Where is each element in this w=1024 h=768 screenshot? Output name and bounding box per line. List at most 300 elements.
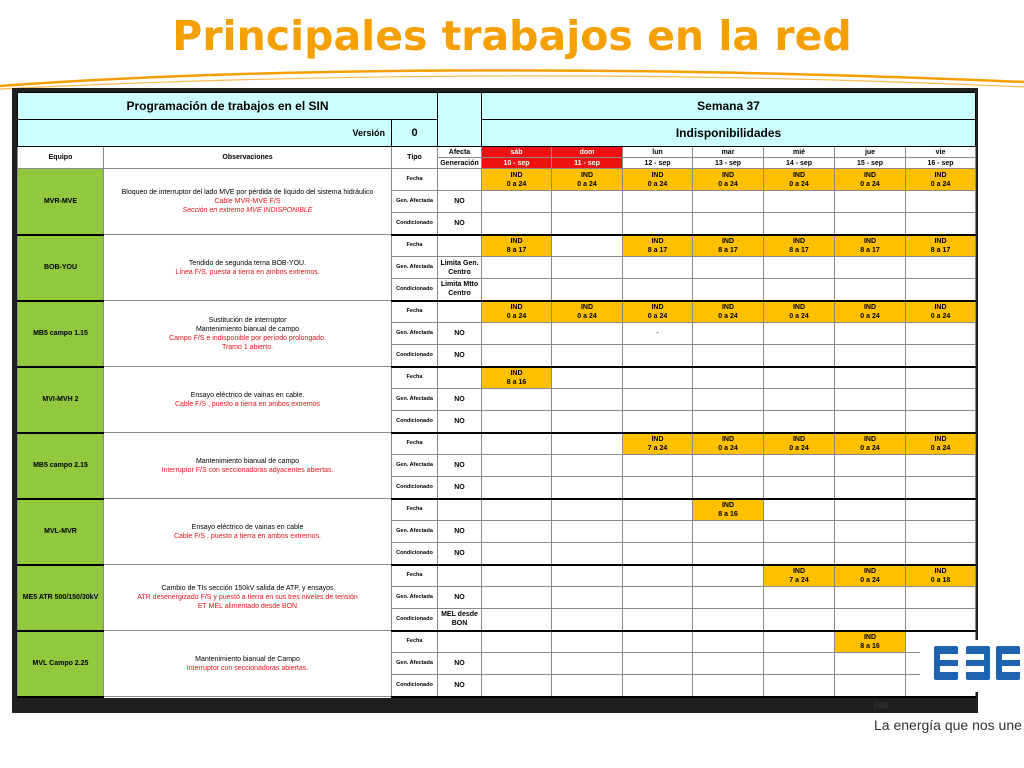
empty-day-cell [552,367,623,389]
observacion-line: Interruptor F/S con seccionadoras adyacentes abiertas. [161,466,334,474]
empty-day-cell [835,675,906,697]
ind-code: IND [863,171,877,179]
tipo-cell: Gen. Afectada [392,323,438,345]
ind-code: IND [792,303,806,311]
observacion-line: Interruptor con seccionadoras abiertas. [186,664,309,672]
page-title: Principales trabajos en la red [172,12,852,60]
empty-day-cell [693,367,764,389]
ind-code: IND [934,567,947,575]
afecta-cell: NO [438,521,482,543]
observaciones-cell [104,499,392,565]
afecta-cell: NO [438,323,482,345]
ind-code: IND [721,435,735,443]
indisponibilidad-cell [552,169,623,191]
logo-wordmark: isa [874,700,888,711]
indisponibilidad-cell [835,631,906,653]
indisponibilidad-cell [482,367,552,389]
empty-day-cell [482,433,552,455]
ind-hours: 0 a 24 [577,312,597,320]
tipo-cell: Condicionado [392,345,438,367]
empty-day-cell [693,279,764,301]
ind-code: IND [651,237,664,245]
empty-day-cell [482,455,552,477]
title-underline-swoosh [0,60,1024,90]
ind-code: IND [792,567,806,575]
empty-day-cell [764,609,835,631]
empty-day-cell [906,213,976,235]
empty-day-cell [835,609,906,631]
empty-day-cell [623,675,693,697]
ind-code: IND [934,171,947,179]
indisponibilidad-cell [764,565,835,587]
empty-day-cell [623,279,693,301]
day-date: 12 - sep [623,158,693,169]
ind-code: IND [651,435,664,443]
indisponibilidad-cell [623,433,693,455]
empty-day-cell [552,323,623,345]
header-row-version [18,120,976,147]
indisponibilidad-cell [906,433,976,455]
day-name: jue [835,147,906,158]
observaciones-cell [104,235,392,301]
empty-day-cell [835,323,906,345]
ind-code: IND [721,501,735,509]
empty-day-cell [906,257,976,279]
ind-hours: 8 a 17 [789,246,809,254]
table-row [18,367,976,389]
col-header-tipo: Tipo [392,147,438,169]
col-header-afecta: Afecta [438,147,482,158]
empty-day-cell [552,213,623,235]
afecta-cell [438,235,482,257]
ind-code: IND [863,567,877,575]
afecta-cell: NO [438,477,482,499]
observacion-line: Cable F/S , puesto a tierra en ambos extremos. [173,532,322,540]
empty-day-cell [835,257,906,279]
empty-day-cell [482,521,552,543]
ind-hours: 8 a 17 [930,246,951,254]
empty-day-cell [482,213,552,235]
ind-code: IND [651,171,664,179]
ind-hours: 8 a 16 [860,642,880,650]
indisponibilidad-cell [693,433,764,455]
empty-day-cell [623,587,693,609]
afecta-cell: NO [438,213,482,235]
ind-code: IND [510,369,523,377]
ind-code: IND [863,633,877,641]
ind-hours: 0 a 24 [647,312,668,320]
empty-day-cell [764,521,835,543]
empty-day-cell [693,675,764,697]
empty-day-cell [693,653,764,675]
table-row [18,301,976,323]
empty-day-cell [906,455,976,477]
afecta-cell: Limita Mtto Centro [438,279,482,301]
tipo-cell: Fecha [392,565,438,587]
empty-day-cell [482,565,552,587]
afecta-cell: NO [438,411,482,433]
observacion-line: Cable F/S , puesto a tierra en ambos extremos [174,400,321,408]
ind-code: IND [792,171,806,179]
empty-day-cell [482,389,552,411]
day-date: 14 - sep [764,158,835,169]
ind-code: IND [721,171,735,179]
day-date: 16 - sep [906,158,976,169]
empty-day-cell [693,521,764,543]
empty-day-cell [764,477,835,499]
empty-day-cell [482,543,552,565]
tipo-cell: Fecha [392,433,438,455]
indisponibilidad-cell [764,433,835,455]
ind-hours: 0 a 24 [577,180,597,188]
equipo-cell: MVR-MVE [18,169,104,235]
indisponibilidad-cell [764,169,835,191]
ind-code: IND [510,237,523,245]
observaciones-cell [104,367,392,433]
empty-day-cell [482,411,552,433]
empty-day-cell [552,191,623,213]
empty-day-cell [693,565,764,587]
tipo-cell: Condicionado [392,477,438,499]
empty-day-cell [552,565,623,587]
day-date: 15 - sep [835,158,906,169]
empty-day-cell [693,631,764,653]
tipo-cell: Gen. Afectada [392,257,438,279]
indisponibilidad-cell [693,169,764,191]
empty-day-cell [764,389,835,411]
afecta-cell: NO [438,389,482,411]
observaciones-cell [104,433,392,499]
indisponibilidad-cell [693,235,764,257]
indisponibilidad-cell [906,169,976,191]
empty-day-cell [693,389,764,411]
table-row [18,235,976,257]
indisponibilidad-cell [693,499,764,521]
empty-day-cell [764,257,835,279]
ind-code: IND [721,303,735,311]
table-row [18,169,976,191]
empty-day-cell [906,345,976,367]
ind-hours: 8 a 16 [718,510,738,518]
ind-hours: 0 a 24 [718,180,738,188]
empty-day-cell [906,191,976,213]
empty-day-cell [835,213,906,235]
empty-day-cell [552,455,623,477]
afecta-cell [438,367,482,389]
empty-day-cell [482,675,552,697]
equipo-cell: MB5 campo 2.15 [18,433,104,499]
afecta-cell [438,433,482,455]
indisponibilidad-cell [835,169,906,191]
empty-day-cell [482,587,552,609]
observacion-line: Cambio de TIs sección 150kV salida de ATP, y ensayos [161,585,334,592]
indisponibilidad-cell [482,301,552,323]
empty-day-cell [552,609,623,631]
observacion-line: Mantenimiento bianual de Campo [195,655,300,663]
ind-code: IND [863,435,877,443]
tipo-cell: Condicionado [392,609,438,631]
empty-day-cell [552,279,623,301]
equipo-cell: MVL-MVR [18,499,104,565]
afecta-cell [438,565,482,587]
empty-day-cell [552,389,623,411]
empty-day-cell [623,477,693,499]
afecta-cell: NO [438,675,482,697]
empty-day-cell [764,653,835,675]
ind-hours: 7 a 24 [647,444,668,452]
ind-code: IND [934,435,947,443]
ind-hours: 0 a 24 [789,312,809,320]
header-blank [438,93,482,147]
empty-day-cell [482,631,552,653]
indisponibilidad-cell [764,235,835,257]
empty-day-cell [906,477,976,499]
observacion-line: Ensayo eléctrico de vainas en cable. [190,391,305,399]
ind-code: IND [863,303,877,311]
equipo-cell: MB5 campo 1.15 [18,301,104,367]
empty-day-cell [623,543,693,565]
observacion-line: ATR desenergizado F/S y puesto a tierra en sus tres niveles de tensión [137,594,358,601]
empty-day-cell [835,367,906,389]
empty-day-cell [693,411,764,433]
empty-day-cell [552,235,623,257]
empty-day-cell [623,499,693,521]
tipo-cell: Gen. Afectada [392,191,438,213]
day-name: mar [693,147,764,158]
empty-day-cell [693,323,764,345]
empty-day-cell [764,411,835,433]
observaciones-cell [104,631,392,697]
tipo-cell: Condicionado [392,675,438,697]
table-row [18,433,976,455]
equipo-cell: MVI-MVH 2 [18,367,104,433]
empty-day-cell [693,213,764,235]
ind-hours: 0 a 24 [718,312,738,320]
empty-day-cell [482,345,552,367]
indisponibilidad-cell [835,235,906,257]
tipo-cell: Fecha [392,235,438,257]
empty-day-cell [764,631,835,653]
empty-day-cell [623,653,693,675]
afecta-cell: NO [438,345,482,367]
empty-day-cell [623,389,693,411]
ind-code: IND [934,237,947,245]
ind-code: IND [863,237,877,245]
company-logo-mark [920,630,1024,692]
empty-day-cell [552,653,623,675]
ind-hours: 8 a 17 [647,246,668,254]
indisponibilidad-cell [693,301,764,323]
table-row [18,499,976,521]
day-date: 10 - sep [482,158,552,169]
col-header-equipo: Equipo [18,147,104,169]
empty-day-cell [552,587,623,609]
indisponibilidad-cell [482,235,552,257]
empty-day-cell [623,455,693,477]
empty-day-cell [693,345,764,367]
equipo-cell: BOB-YOU [18,235,104,301]
observacion-line: Cable MVR-MVE F/S [214,198,281,205]
empty-day-cell [906,323,976,345]
empty-day-cell [623,345,693,367]
equipo-cell: ME5 ATR 500/150/30kV [18,565,104,631]
empty-day-cell [835,477,906,499]
empty-day-cell [835,279,906,301]
ind-code: IND [792,435,806,443]
afecta-cell: NO [438,543,482,565]
day-name: sáb [482,147,552,158]
ind-hours: 0 a 24 [860,180,880,188]
ind-hours: 8 a 17 [506,246,527,254]
day-name: lun [623,147,693,158]
empty-day-cell [835,521,906,543]
observacion-line: Tramo 1 abierto. [221,343,274,351]
empty-day-cell [906,411,976,433]
empty-day-cell [906,543,976,565]
empty-day-cell [623,213,693,235]
empty-day-cell [764,543,835,565]
day-date: 11 - sep [552,158,623,169]
empty-day-cell [623,367,693,389]
observacion-line: Campo F/S e indisponible por período prolongado. [169,334,326,342]
empty-day-cell [764,675,835,697]
empty-day-cell [906,279,976,301]
indisponibilidad-cell [835,565,906,587]
tipo-cell: Fecha [392,169,438,191]
empty-day-cell [552,675,623,697]
tipo-cell: Fecha [392,631,438,653]
empty-day-cell [552,499,623,521]
ind-code: IND [792,237,806,245]
empty-day-cell [482,609,552,631]
equipo-cell: MVL Campo 2.25 [18,631,104,697]
empty-day-cell [835,411,906,433]
ind-code: IND [934,303,947,311]
company-slogan: La energía que nos une [874,717,1022,733]
day-name: mié [764,147,835,158]
table-row [18,565,976,587]
ind-hours: 0 a 24 [860,444,880,452]
ind-hours: 8 a 17 [860,246,880,254]
ind-hours: 8 a 16 [506,378,527,386]
ind-code: IND [580,303,594,311]
version-label: Versión [18,120,392,147]
afecta-cell: NO [438,191,482,213]
week-label: Semana 37 [482,93,976,120]
indisponibilidad-cell [623,301,693,323]
empty-day-cell [693,543,764,565]
observacion-line: Sección en extremo MVE INDISPONIBLE [182,207,313,214]
table-row [18,631,976,653]
afecta-cell: NO [438,455,482,477]
ind-hours: 8 a 17 [718,246,738,254]
empty-day-cell [835,389,906,411]
empty-day-cell [835,653,906,675]
indisponibilidad-cell [906,235,976,257]
version-value: 0 [392,120,438,147]
ind-hours: 0 a 18 [930,576,951,584]
empty-day-cell [482,257,552,279]
ind-code: IND [580,171,594,179]
empty-day-cell [623,521,693,543]
observaciones-cell [104,169,392,235]
empty-day-cell [906,587,976,609]
empty-day-cell [623,411,693,433]
empty-day-cell [623,631,693,653]
empty-day-cell [693,191,764,213]
indisponibilidad-cell [764,301,835,323]
header-row-title [18,93,976,120]
observacion-line: Mantenimiento bianual de campo [195,457,300,465]
afecta-cell: NO [438,587,482,609]
observacion-line: Ensayo eléctrico de vainas en cable [191,523,304,531]
empty-day-cell [693,455,764,477]
empty-day-cell [552,345,623,367]
empty-day-cell [482,499,552,521]
ind-hours: 0 a 24 [789,180,809,188]
ind-hours: 0 a 24 [506,180,527,188]
empty-day-cell [906,609,976,631]
tipo-cell: Condicionado [392,279,438,301]
observacion-line: Bloqueo de interruptor del lado MVE por pérdida de líquido del sistema hidráulico [121,189,374,196]
indisponibilidad-cell [623,235,693,257]
empty-day-cell [835,455,906,477]
empty-day-cell [482,477,552,499]
sheet-title: Programación de trabajos en el SIN [18,93,438,120]
empty-day-cell [623,609,693,631]
ind-hours: 0 a 24 [506,312,527,320]
tipo-cell: Condicionado [392,213,438,235]
observacion-line: ET MEL alimentado desde BON [197,603,298,610]
col-header-observaciones: Observaciones [104,147,392,169]
afecta-cell [438,631,482,653]
tipo-cell: Gen. Afectada [392,587,438,609]
observaciones-cell [104,565,392,631]
indisponibilidad-cell [835,301,906,323]
afecta-cell: NO [438,653,482,675]
afecta-cell: Limita Gen. Centro [438,257,482,279]
observaciones-cell [104,301,392,367]
schedule-table [17,92,976,698]
empty-day-cell [623,257,693,279]
empty-day-cell [764,455,835,477]
empty-day-cell [623,565,693,587]
empty-day-cell [764,191,835,213]
empty-day-cell [906,389,976,411]
ind-code: IND [651,303,664,311]
empty-day-cell [552,257,623,279]
empty-day-cell [552,521,623,543]
observacion-line: Mantenimiento bianual de campo [195,325,300,333]
empty-day-cell [552,477,623,499]
ind-hours: 0 a 24 [718,444,738,452]
day-name: dom [552,147,623,158]
empty-day-cell [764,323,835,345]
afecta-cell: MEL desde BON [438,609,482,631]
empty-day-cell [764,587,835,609]
tipo-cell: Fecha [392,301,438,323]
empty-day-cell [764,367,835,389]
empty-day-cell [835,345,906,367]
stray-mark: - [623,323,693,345]
observacion-line: Sustitución de interruptor [208,316,287,324]
empty-day-cell [552,631,623,653]
empty-day-cell [482,653,552,675]
empty-day-cell [693,477,764,499]
ind-code: IND [510,171,523,179]
empty-day-cell [764,499,835,521]
empty-day-cell [835,587,906,609]
